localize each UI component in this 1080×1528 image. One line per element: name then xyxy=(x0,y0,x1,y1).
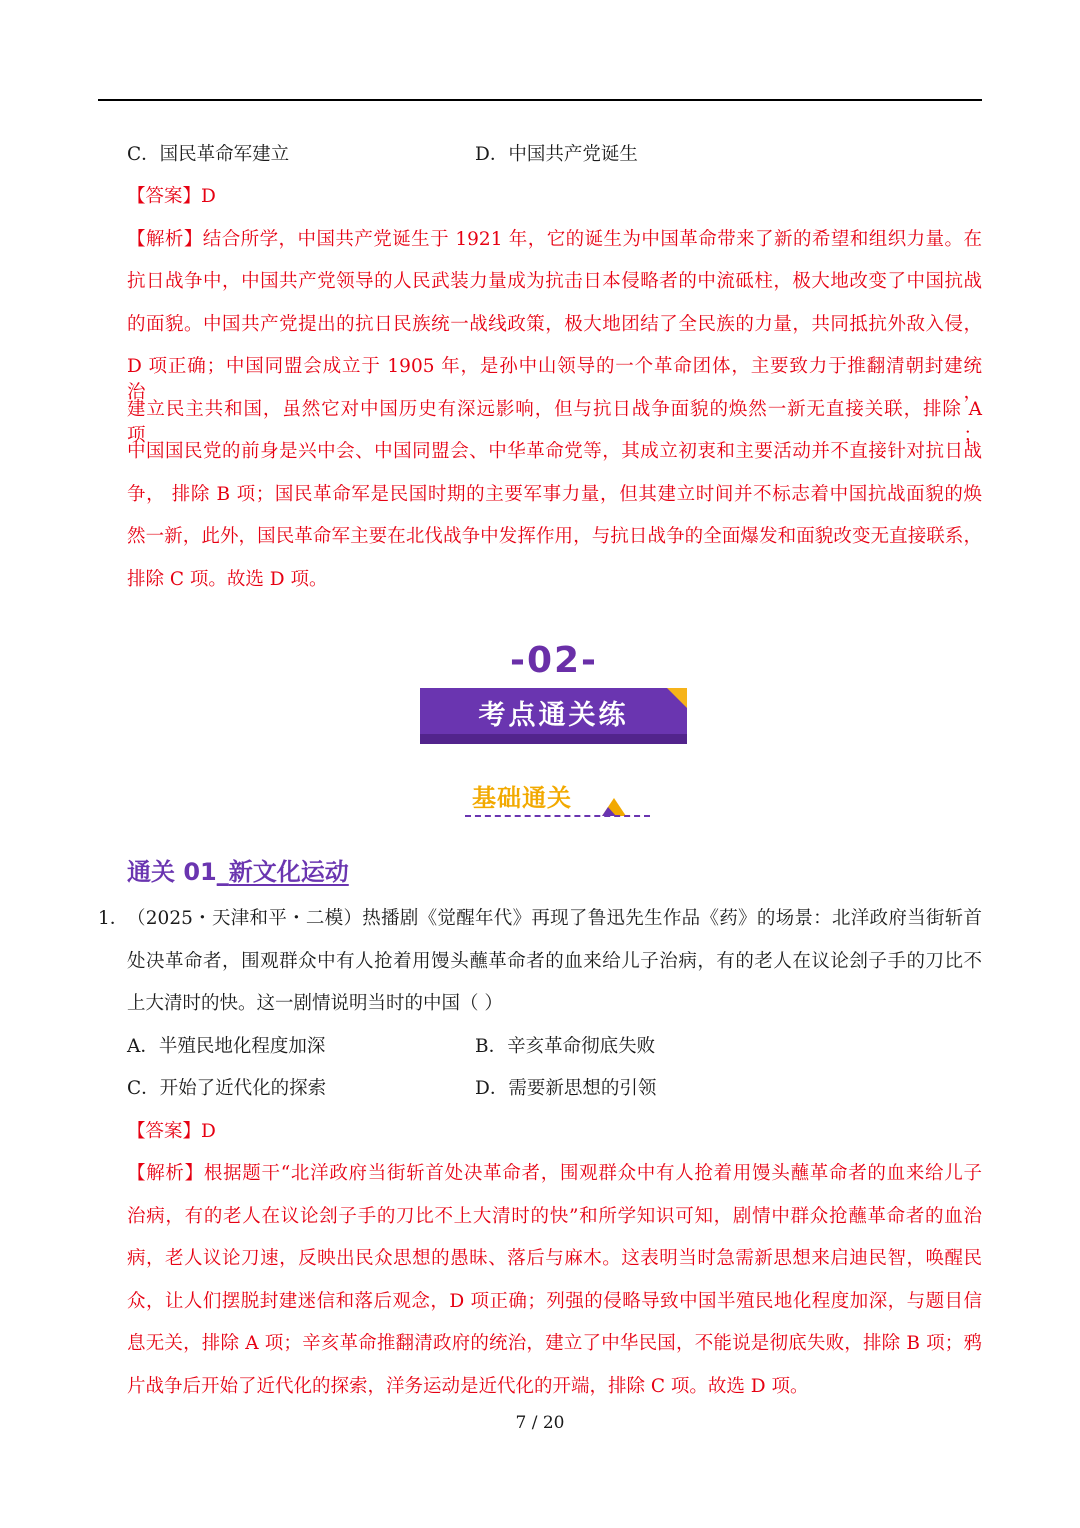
question-number: 1． xyxy=(98,908,129,929)
answer-line: 【答案】D xyxy=(127,1121,216,1142)
analysis-line: 然一新，此外，国民革命军主要在北伐战争中发挥作用，与抗日战争的全面爆发和面貌改变无直接联系， xyxy=(127,526,982,547)
analysis-line: 【解析】结合所学，中国共产党诞生于 1921 年，它的诞生为中国革命带来了新的希望和组织力量。在 xyxy=(127,229,982,250)
question-stem-line: 上大清时的快。这一剧情说明当时的中国（ ） xyxy=(127,993,503,1014)
analysis-line: 排除 C 项。故选 D 项。 xyxy=(127,569,328,590)
section-heading xyxy=(127,852,349,887)
section-heading-sep: _ xyxy=(216,858,229,886)
section-badge-label: 考点通关练 xyxy=(478,700,629,731)
analysis-line: 争， 排除 B 项；国民革命军是民国时期的主要军事力量，但其建立时间并不标志着中国抗战面貌的焕 xyxy=(127,484,982,505)
option-d: D．中国共产党诞生 xyxy=(475,144,638,165)
analysis-line: 病，老人议论刀速，反映出民众思想的愚昧、落后与麻木。这表明当时急需新思想来启迪民智，唤醒民 xyxy=(127,1248,982,1269)
answer-line: 【答案】D xyxy=(127,186,216,207)
page-number: 7 / 20 xyxy=(515,1413,565,1433)
section-heading-name: 新文化运动 xyxy=(228,858,349,886)
analysis-line: 建立民主共和国，虽然它对中国历史有深远影响，但与抗日战争面貌的焕然一新无直接关联，排除 A 项； xyxy=(127,399,982,446)
analysis-line: 【解析】根据题干“北洋政府当街斩首处决革命者，围观群众中有人抢着用馒头蘸革命者的血来给儿子 xyxy=(127,1163,982,1184)
subsection-title: 基础通关 xyxy=(472,784,572,812)
option-d: D．需要新思想的引领 xyxy=(475,1078,657,1099)
analysis-line: 众，让人们摆脱封建迷信和落后观念，D 项正确；列强的侵略导致中国半殖民地化程度加深，与题目信 xyxy=(127,1291,982,1312)
analysis-line: 治病，有的老人在议论刽子手的刀比不上大清时的快”和所学知识可知，剧情中群众抢蘸革命者的血治 xyxy=(127,1206,982,1227)
analysis-line: 抗日战争中，中国共产党领导的人民武装力量成为抗击日本侵略者的中流砥柱，极大地改变了中国抗战 xyxy=(127,271,982,292)
question-stem-line: 处决革命者，围观群众中有人抢着用馒头蘸革命者的血来给儿子治病，有的老人在议论刽子手的刀比不 xyxy=(127,951,982,972)
option-b: B．辛亥革命彻底失败 xyxy=(475,1036,656,1057)
analysis-line: 的面貌。中国共产党提出的抗日民族统一战线政策，极大地团结了全民族的力量，共同抵抗外敌入侵， xyxy=(127,314,982,335)
header-rule xyxy=(98,99,982,101)
section-heading-prefix: 通关 01 xyxy=(127,858,217,886)
analysis-line: 片战争后开始了近代化的探索，洋务运动是近代化的开端，排除 C 项。故选 D 项。 xyxy=(127,1376,809,1397)
analysis-line: D 项正确；中国同盟会成立于 1905 年，是孙中山领导的一个革命团体，主要致力于推翻清朝封建统治， xyxy=(127,356,982,403)
triangle-icon xyxy=(602,798,626,816)
analysis-line: 息无关，排除 A 项；辛亥革命推翻清政府的统治，建立了中华民国，不能说是彻底失败，排除 B 项；鸦 xyxy=(127,1333,982,1354)
option-c: C．开始了近代化的探索 xyxy=(127,1078,327,1099)
analysis-line: 中国国民党的前身是兴中会、中国同盟会、中华革命党等，其成立初衷和主要活动并不直接针对抗日战 xyxy=(127,441,982,462)
section-badge xyxy=(420,688,687,744)
option-c: C．国民革命军建立 xyxy=(127,144,290,165)
section-badge-number: -02- xyxy=(510,640,598,681)
subsection-dashed-rule xyxy=(465,815,650,817)
question-stem-line: （2025・天津和平・二模）热播剧《觉醒年代》再现了鲁迅先生作品《药》的场景：北洋政府当街斩首 xyxy=(127,908,982,929)
option-a: A．半殖民地化程度加深 xyxy=(127,1036,326,1057)
